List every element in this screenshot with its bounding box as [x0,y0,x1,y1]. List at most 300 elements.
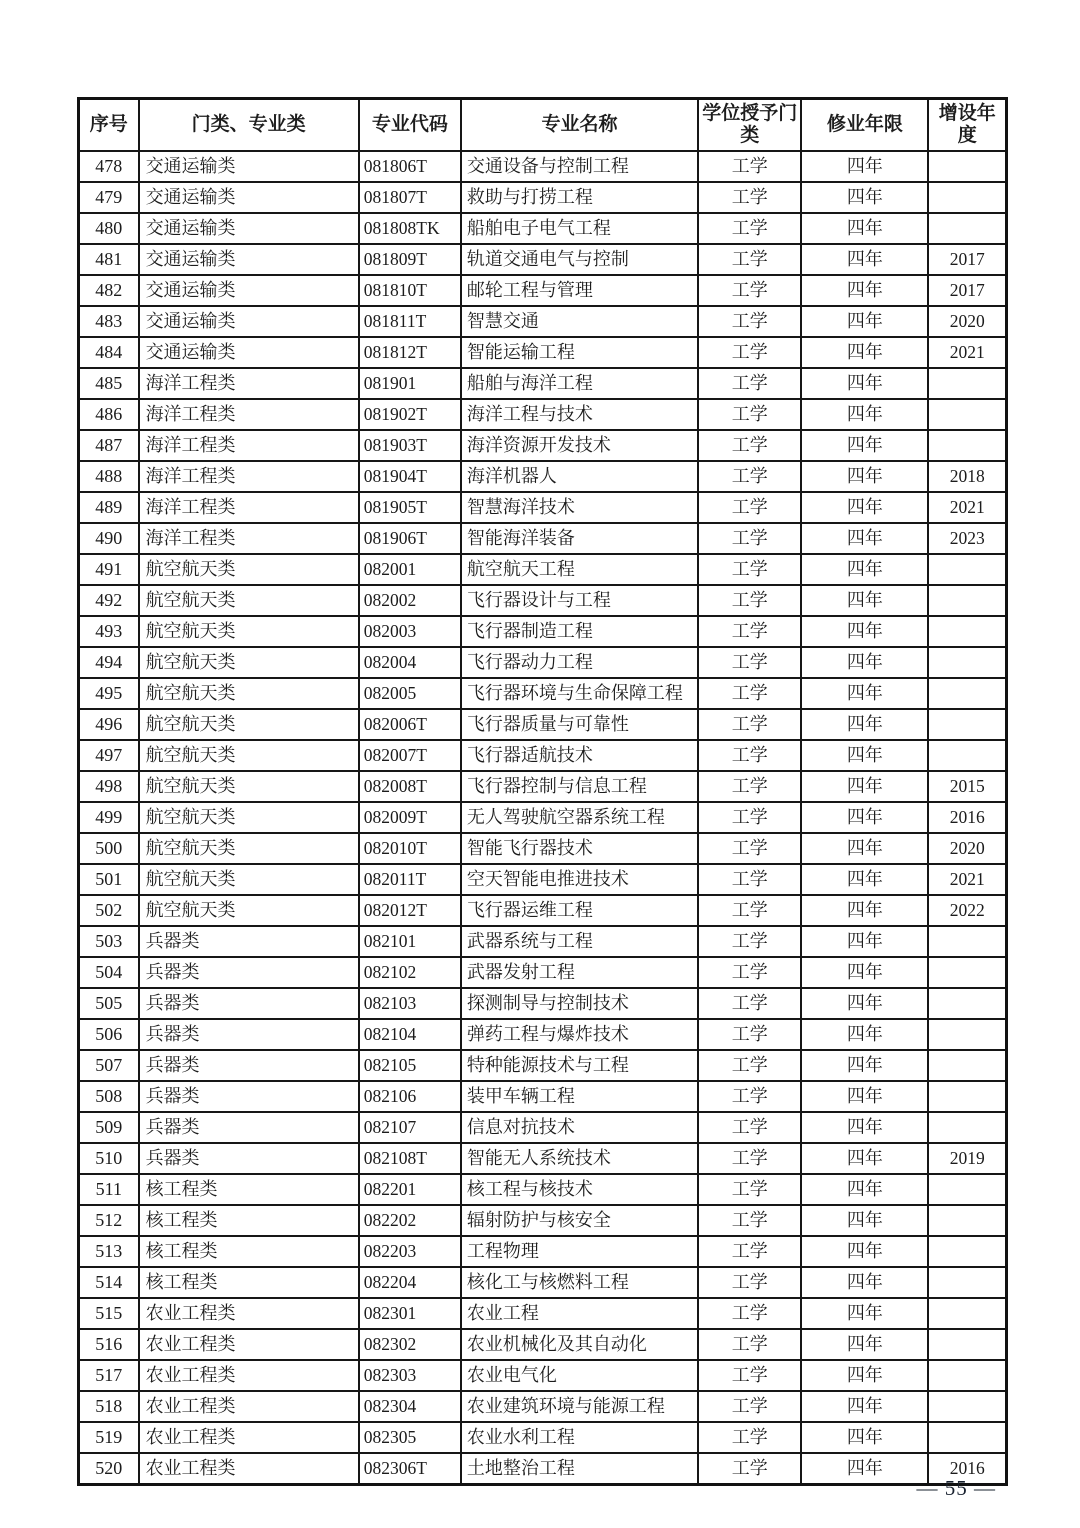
cell-year-added [928,1422,1006,1453]
cell-major-name: 飞行器环境与生命保障工程 [461,678,698,709]
cell-category: 核工程类 [139,1205,359,1236]
table-row [79,1267,1007,1298]
cell-major-name: 邮轮工程与管理 [461,275,698,306]
cell-duration: 四年 [801,554,928,585]
cell-duration: 四年 [801,337,928,368]
cell-major-code: 081901 [359,368,461,399]
table-row [79,554,1007,585]
cell-serial-number: 508 [79,1081,139,1112]
cell-serial-number: 520 [79,1453,139,1485]
cell-duration: 四年 [801,430,928,461]
cell-duration: 四年 [801,833,928,864]
cell-year-added [928,554,1006,585]
table-row [79,802,1007,833]
cell-category: 航空航天类 [139,647,359,678]
cell-serial-number: 511 [79,1174,139,1205]
cell-duration: 四年 [801,585,928,616]
cell-major-name: 海洋工程与技术 [461,399,698,430]
cell-degree-category: 工学 [698,244,801,275]
cell-major-name: 智慧交通 [461,306,698,337]
cell-category: 交通运输类 [139,337,359,368]
cell-major-name: 航空航天工程 [461,554,698,585]
cell-duration: 四年 [801,709,928,740]
cell-major-code: 081807T [359,182,461,213]
cell-major-code: 082009T [359,802,461,833]
cell-category: 海洋工程类 [139,523,359,554]
cell-duration: 四年 [801,213,928,244]
cell-year-added [928,1360,1006,1391]
cell-duration: 四年 [801,151,928,182]
cell-category: 交通运输类 [139,306,359,337]
cell-category: 海洋工程类 [139,461,359,492]
cell-category: 兵器类 [139,988,359,1019]
cell-serial-number: 516 [79,1329,139,1360]
cell-degree-category: 工学 [698,678,801,709]
cell-category: 兵器类 [139,1081,359,1112]
cell-major-code: 082303 [359,1360,461,1391]
cell-year-added [928,1019,1006,1050]
cell-major-name: 武器发射工程 [461,957,698,988]
cell-category: 交通运输类 [139,213,359,244]
cell-major-code: 082101 [359,926,461,957]
cell-serial-number: 482 [79,275,139,306]
cell-duration: 四年 [801,771,928,802]
table-row [79,1019,1007,1050]
cell-serial-number: 490 [79,523,139,554]
table-row [79,709,1007,740]
cell-degree-category: 工学 [698,895,801,926]
cell-major-name: 信息对抗技术 [461,1112,698,1143]
cell-duration: 四年 [801,1422,928,1453]
cell-major-name: 智能无人系统技术 [461,1143,698,1174]
cell-major-code: 082007T [359,740,461,771]
cell-duration: 四年 [801,492,928,523]
cell-category: 航空航天类 [139,678,359,709]
cell-duration: 四年 [801,1453,928,1485]
cell-serial-number: 499 [79,802,139,833]
column-header-major-name: 专业名称 [461,99,698,152]
cell-major-name: 飞行器控制与信息工程 [461,771,698,802]
cell-degree-category: 工学 [698,1205,801,1236]
cell-category: 航空航天类 [139,740,359,771]
cell-major-code: 082011T [359,864,461,895]
table-row [79,1422,1007,1453]
table-row [79,895,1007,926]
table-row [79,616,1007,647]
cell-major-code: 081812T [359,337,461,368]
cell-major-name: 武器系统与工程 [461,926,698,957]
cell-year-added [928,1236,1006,1267]
table-row [79,864,1007,895]
cell-category: 兵器类 [139,1143,359,1174]
cell-category: 交通运输类 [139,275,359,306]
table-row [79,213,1007,244]
cell-category: 航空航天类 [139,864,359,895]
table-row [79,771,1007,802]
column-header-degree-category: 学位授予门类 [698,99,801,152]
column-header-major-code: 专业代码 [359,99,461,152]
cell-year-added [928,1050,1006,1081]
cell-year-added [928,1298,1006,1329]
cell-major-code: 082201 [359,1174,461,1205]
cell-serial-number: 497 [79,740,139,771]
cell-serial-number: 501 [79,864,139,895]
table-row [79,306,1007,337]
cell-degree-category: 工学 [698,833,801,864]
cell-duration: 四年 [801,647,928,678]
table-row [79,1236,1007,1267]
cell-duration: 四年 [801,1298,928,1329]
cell-degree-category: 工学 [698,864,801,895]
table-row [79,1329,1007,1360]
table-row [79,1112,1007,1143]
cell-year-added [928,740,1006,771]
cell-degree-category: 工学 [698,399,801,430]
cell-serial-number: 488 [79,461,139,492]
majors-table [77,97,1008,1486]
cell-category: 兵器类 [139,926,359,957]
cell-year-added [928,368,1006,399]
cell-serial-number: 495 [79,678,139,709]
cell-major-name: 智能海洋装备 [461,523,698,554]
cell-serial-number: 492 [79,585,139,616]
cell-major-name: 智能飞行器技术 [461,833,698,864]
table-row [79,926,1007,957]
cell-category: 兵器类 [139,1019,359,1050]
cell-serial-number: 493 [79,616,139,647]
cell-year-added [928,988,1006,1019]
cell-serial-number: 481 [79,244,139,275]
cell-major-name: 船舶电子电气工程 [461,213,698,244]
cell-degree-category: 工学 [698,1360,801,1391]
cell-major-code: 082004 [359,647,461,678]
cell-major-name: 救助与打捞工程 [461,182,698,213]
cell-major-name: 弹药工程与爆炸技术 [461,1019,698,1050]
cell-major-name: 无人驾驶航空器系统工程 [461,802,698,833]
cell-major-code: 081906T [359,523,461,554]
cell-major-code: 081902T [359,399,461,430]
cell-major-code: 082306T [359,1453,461,1485]
table-row [79,740,1007,771]
table-row [79,244,1007,275]
cell-major-name: 辐射防护与核安全 [461,1205,698,1236]
cell-major-name: 海洋机器人 [461,461,698,492]
cell-category: 农业工程类 [139,1391,359,1422]
table-row [79,1453,1007,1485]
cell-major-name: 轨道交通电气与控制 [461,244,698,275]
cell-major-name: 飞行器运维工程 [461,895,698,926]
cell-major-code: 082107 [359,1112,461,1143]
cell-major-code: 082304 [359,1391,461,1422]
cell-category: 农业工程类 [139,1422,359,1453]
cell-year-added: 2015 [928,771,1006,802]
column-header-duration: 修业年限 [801,99,928,152]
cell-major-code: 082302 [359,1329,461,1360]
cell-serial-number: 487 [79,430,139,461]
table-row [79,399,1007,430]
cell-degree-category: 工学 [698,1112,801,1143]
cell-category: 航空航天类 [139,709,359,740]
cell-major-code: 082103 [359,988,461,1019]
cell-serial-number: 503 [79,926,139,957]
cell-year-added: 2017 [928,244,1006,275]
cell-category: 航空航天类 [139,771,359,802]
cell-year-added [928,926,1006,957]
cell-duration: 四年 [801,1360,928,1391]
table-row [79,151,1007,182]
cell-duration: 四年 [801,1112,928,1143]
table-row [79,523,1007,554]
cell-duration: 四年 [801,895,928,926]
cell-major-name: 海洋资源开发技术 [461,430,698,461]
cell-major-name: 空天智能电推进技术 [461,864,698,895]
cell-serial-number: 510 [79,1143,139,1174]
cell-serial-number: 491 [79,554,139,585]
cell-degree-category: 工学 [698,337,801,368]
cell-year-added [928,678,1006,709]
cell-category: 兵器类 [139,1112,359,1143]
cell-degree-category: 工学 [698,213,801,244]
cell-serial-number: 502 [79,895,139,926]
table-row [79,647,1007,678]
cell-year-added [928,1205,1006,1236]
cell-year-added [928,1329,1006,1360]
cell-degree-category: 工学 [698,306,801,337]
cell-major-code: 081810T [359,275,461,306]
cell-major-name: 农业建筑环境与能源工程 [461,1391,698,1422]
cell-serial-number: 498 [79,771,139,802]
cell-serial-number: 515 [79,1298,139,1329]
cell-duration: 四年 [801,1143,928,1174]
cell-degree-category: 工学 [698,988,801,1019]
table-row [79,461,1007,492]
cell-serial-number: 484 [79,337,139,368]
cell-year-added: 2016 [928,802,1006,833]
page-number: — 55 — [916,1476,996,1500]
cell-degree-category: 工学 [698,1081,801,1112]
cell-serial-number: 514 [79,1267,139,1298]
table-row [79,1050,1007,1081]
cell-major-name: 飞行器动力工程 [461,647,698,678]
cell-degree-category: 工学 [698,1267,801,1298]
table-row [79,182,1007,213]
cell-duration: 四年 [801,1019,928,1050]
cell-major-code: 082001 [359,554,461,585]
cell-major-code: 081809T [359,244,461,275]
cell-serial-number: 479 [79,182,139,213]
cell-major-code: 082203 [359,1236,461,1267]
cell-degree-category: 工学 [698,461,801,492]
cell-degree-category: 工学 [698,182,801,213]
table-row [79,1205,1007,1236]
cell-year-added: 2017 [928,275,1006,306]
cell-serial-number: 483 [79,306,139,337]
cell-major-code: 082102 [359,957,461,988]
cell-category: 航空航天类 [139,833,359,864]
cell-duration: 四年 [801,926,928,957]
cell-degree-category: 工学 [698,1422,801,1453]
cell-duration: 四年 [801,1267,928,1298]
cell-major-name: 飞行器质量与可靠性 [461,709,698,740]
cell-major-code: 082008T [359,771,461,802]
cell-duration: 四年 [801,864,928,895]
cell-year-added [928,1081,1006,1112]
table-row [79,957,1007,988]
cell-duration: 四年 [801,957,928,988]
cell-year-added [928,1391,1006,1422]
cell-major-code: 082002 [359,585,461,616]
cell-degree-category: 工学 [698,957,801,988]
cell-category: 交通运输类 [139,182,359,213]
cell-year-added [928,647,1006,678]
cell-category: 航空航天类 [139,616,359,647]
table-row [79,492,1007,523]
cell-degree-category: 工学 [698,1391,801,1422]
cell-major-code: 081904T [359,461,461,492]
cell-serial-number: 494 [79,647,139,678]
cell-duration: 四年 [801,1391,928,1422]
header-row [79,99,1007,152]
cell-category: 交通运输类 [139,244,359,275]
cell-year-added: 2021 [928,337,1006,368]
cell-serial-number: 485 [79,368,139,399]
cell-category: 海洋工程类 [139,368,359,399]
cell-major-name: 农业机械化及其自动化 [461,1329,698,1360]
cell-major-name: 探测制导与控制技术 [461,988,698,1019]
cell-year-added: 2018 [928,461,1006,492]
cell-major-name: 船舶与海洋工程 [461,368,698,399]
cell-category: 核工程类 [139,1174,359,1205]
cell-year-added: 2023 [928,523,1006,554]
cell-major-code: 082202 [359,1205,461,1236]
cell-degree-category: 工学 [698,430,801,461]
cell-degree-category: 工学 [698,1143,801,1174]
cell-major-code: 081808TK [359,213,461,244]
column-header-serial: 序号 [79,99,139,152]
cell-duration: 四年 [801,1205,928,1236]
cell-category: 兵器类 [139,957,359,988]
cell-duration: 四年 [801,461,928,492]
cell-year-added: 2022 [928,895,1006,926]
cell-year-added [928,182,1006,213]
cell-degree-category: 工学 [698,616,801,647]
cell-duration: 四年 [801,1174,928,1205]
cell-serial-number: 489 [79,492,139,523]
cell-year-added: 2016 [928,1453,1006,1485]
cell-category: 航空航天类 [139,895,359,926]
cell-serial-number: 507 [79,1050,139,1081]
cell-major-name: 智能运输工程 [461,337,698,368]
cell-major-code: 082106 [359,1081,461,1112]
table-row [79,833,1007,864]
majors-table-header [79,99,1007,152]
cell-major-name: 智慧海洋技术 [461,492,698,523]
cell-year-added [928,1267,1006,1298]
cell-serial-number: 519 [79,1422,139,1453]
cell-duration: 四年 [801,399,928,430]
table-row [79,430,1007,461]
cell-degree-category: 工学 [698,802,801,833]
cell-major-code: 082012T [359,895,461,926]
cell-major-code: 081806T [359,151,461,182]
cell-major-code: 082305 [359,1422,461,1453]
cell-degree-category: 工学 [698,554,801,585]
cell-major-code: 082003 [359,616,461,647]
cell-duration: 四年 [801,275,928,306]
cell-duration: 四年 [801,1329,928,1360]
cell-year-added [928,709,1006,740]
cell-major-code: 081903T [359,430,461,461]
cell-major-code: 082104 [359,1019,461,1050]
cell-major-name: 装甲车辆工程 [461,1081,698,1112]
cell-major-code: 082006T [359,709,461,740]
table-row [79,337,1007,368]
cell-category: 农业工程类 [139,1298,359,1329]
cell-duration: 四年 [801,988,928,1019]
table-row [79,678,1007,709]
cell-year-added [928,151,1006,182]
cell-degree-category: 工学 [698,1453,801,1485]
cell-degree-category: 工学 [698,492,801,523]
cell-category: 海洋工程类 [139,492,359,523]
cell-degree-category: 工学 [698,1050,801,1081]
cell-year-added [928,213,1006,244]
cell-major-name: 土地整治工程 [461,1453,698,1485]
cell-major-code: 082005 [359,678,461,709]
cell-major-code: 082108T [359,1143,461,1174]
cell-major-name: 飞行器制造工程 [461,616,698,647]
cell-serial-number: 512 [79,1205,139,1236]
cell-major-name: 核化工与核燃料工程 [461,1267,698,1298]
cell-major-code: 081811T [359,306,461,337]
cell-year-added: 2020 [928,306,1006,337]
cell-major-code: 082105 [359,1050,461,1081]
cell-category: 农业工程类 [139,1360,359,1391]
cell-serial-number: 486 [79,399,139,430]
cell-duration: 四年 [801,678,928,709]
table-row [79,1391,1007,1422]
cell-category: 海洋工程类 [139,399,359,430]
cell-duration: 四年 [801,244,928,275]
cell-degree-category: 工学 [698,1298,801,1329]
cell-category: 核工程类 [139,1236,359,1267]
cell-year-added [928,430,1006,461]
cell-major-name: 飞行器适航技术 [461,740,698,771]
cell-year-added: 2019 [928,1143,1006,1174]
cell-duration: 四年 [801,182,928,213]
cell-duration: 四年 [801,523,928,554]
cell-major-name: 工程物理 [461,1236,698,1267]
cell-degree-category: 工学 [698,523,801,554]
cell-degree-category: 工学 [698,1329,801,1360]
table-row [79,585,1007,616]
cell-major-code: 082010T [359,833,461,864]
table-row [79,1081,1007,1112]
cell-major-code: 082204 [359,1267,461,1298]
cell-serial-number: 496 [79,709,139,740]
cell-category: 农业工程类 [139,1453,359,1485]
cell-duration: 四年 [801,1050,928,1081]
cell-category: 核工程类 [139,1267,359,1298]
cell-duration: 四年 [801,1081,928,1112]
cell-serial-number: 513 [79,1236,139,1267]
cell-duration: 四年 [801,802,928,833]
cell-duration: 四年 [801,306,928,337]
table-row [79,368,1007,399]
cell-major-name: 特种能源技术与工程 [461,1050,698,1081]
cell-degree-category: 工学 [698,1019,801,1050]
table-row [79,1174,1007,1205]
